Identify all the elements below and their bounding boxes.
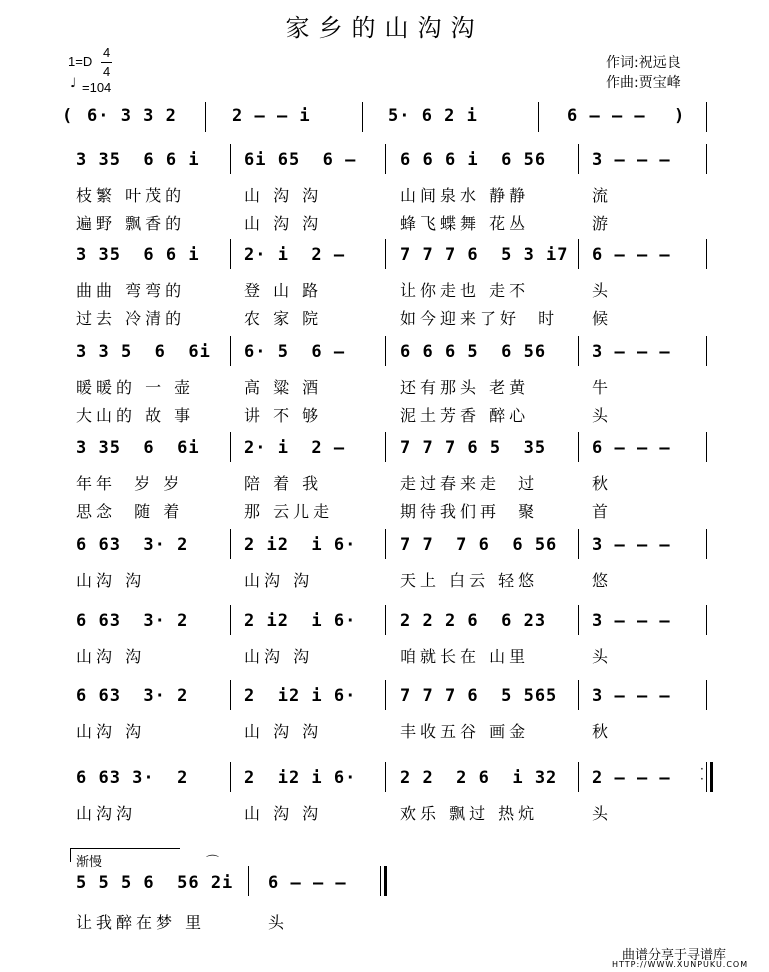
- barline: [706, 239, 707, 269]
- lyric-segment: 让你走也 走不: [400, 281, 530, 300]
- lyric-segment: 遍野 飘香的: [76, 214, 186, 233]
- lyric-segment: 山间泉水 静静: [400, 186, 530, 205]
- measure: 3 3 5 6 6i: [76, 342, 211, 362]
- measure: 7 7 7 6 6 56: [400, 535, 558, 555]
- measure: 2· i 2 –: [244, 245, 346, 265]
- barline: [706, 336, 707, 366]
- lyric-segment: 山沟 沟: [244, 647, 314, 666]
- barline: [248, 866, 249, 896]
- barline: [385, 605, 386, 635]
- measure: 2 i2 i 6·: [244, 686, 357, 706]
- barline: [230, 762, 231, 792]
- lyric-segment: 讲 不 够: [244, 406, 323, 425]
- measure: 6 – – –: [592, 245, 671, 265]
- lyric-segment: 天上 白云 轻悠: [400, 571, 539, 590]
- barline: [385, 432, 386, 462]
- lyric-segment: 登 山 路: [244, 281, 323, 300]
- intro-close-paren: ): [674, 106, 686, 126]
- intro-measure: 6 – – –: [567, 106, 646, 126]
- barline: [538, 102, 539, 132]
- lyric-segment: 候: [592, 309, 613, 328]
- final-barline-thick: [384, 866, 387, 896]
- measure: 3 35 6 6 i: [76, 150, 200, 170]
- barline: [205, 102, 206, 132]
- repeat-end-barline: [706, 762, 707, 792]
- intro-measure: 5· 6 2 i: [388, 106, 478, 126]
- lyric-segment: 曲曲 弯弯的: [76, 281, 186, 300]
- lyric-segment: 高 粱 酒: [244, 378, 323, 397]
- lyric-segment: 游: [592, 214, 613, 233]
- measure: 3 35 6 6 i: [76, 245, 200, 265]
- measure: 6 6 6 5 6 56: [400, 342, 547, 362]
- barline: [362, 102, 363, 132]
- lyric-segment: 山沟沟: [76, 804, 137, 823]
- lyric-segment: 还有那头 老黄: [400, 378, 530, 397]
- measure: 6 6 6 i 6 56: [400, 150, 547, 170]
- time-signature-denominator: 4: [103, 64, 111, 79]
- barline: [385, 336, 386, 366]
- lyricist-credit: 作词:祝远良: [606, 55, 681, 71]
- barline: [706, 102, 707, 132]
- intro-open-paren: (: [62, 106, 74, 126]
- repeat-dots: · ·: [700, 762, 704, 786]
- lyric-segment: 咱就长在 山里: [400, 647, 530, 666]
- barline: [230, 605, 231, 635]
- lyric-segment: 欢乐 飘过 热炕: [400, 804, 539, 823]
- barline: [230, 432, 231, 462]
- barline: [578, 605, 579, 635]
- measure: 2 i2 i 6·: [244, 535, 357, 555]
- barline: [230, 680, 231, 710]
- intro-measure: 2 – – i: [232, 106, 311, 126]
- lyric-segment: 头: [592, 406, 613, 425]
- barline: [578, 144, 579, 174]
- lyric-segment: 头: [592, 804, 613, 823]
- lyric-segment: 暖暖的 一 壶: [76, 378, 195, 397]
- barline: [578, 432, 579, 462]
- lyric-segment: 期待我们再 聚: [400, 502, 539, 521]
- barline: [578, 239, 579, 269]
- measure: 3 – – –: [592, 611, 671, 631]
- lyric-segment: 牛: [592, 378, 613, 397]
- measure: 6 – – –: [592, 438, 671, 458]
- barline: [578, 680, 579, 710]
- lyric-segment: 泥土芳香 醉心: [400, 406, 530, 425]
- measure: 3 35 6 6i: [76, 438, 200, 458]
- measure: 3 – – –: [592, 535, 671, 555]
- time-signature-line: [101, 62, 112, 63]
- lyric-segment: 枝繁 叶茂的: [76, 186, 186, 205]
- measure: 2 2 2 6 i 32: [400, 768, 558, 788]
- measure: 2· i 2 –: [244, 438, 346, 458]
- measure: 2 i2 i 6·: [244, 768, 357, 788]
- lyric-segment: 如今迎来了好 时: [400, 309, 559, 328]
- barline: [706, 529, 707, 559]
- lyric-segment: 首: [592, 502, 613, 521]
- lyric-segment: 蜂飞蝶舞 花丛: [400, 214, 530, 233]
- key-signature: 1=D: [68, 54, 93, 69]
- barline: [706, 432, 707, 462]
- measure: 6 63 3· 2: [76, 686, 189, 706]
- lyric-segment: 秋: [592, 722, 613, 741]
- measure: 7 7 7 6 5 35: [400, 438, 547, 458]
- final-barline: [380, 866, 381, 896]
- lyric-segment: 山沟 沟: [76, 722, 146, 741]
- tempo-marking: =104: [82, 80, 112, 95]
- measure: 6· 5 6 –: [244, 342, 346, 362]
- lyric-segment: 秋: [592, 474, 613, 493]
- coda-lyric: 头: [268, 913, 289, 932]
- measure: 2 i2 i 6·: [244, 611, 357, 631]
- barline: [578, 529, 579, 559]
- lyric-segment: 农 家 院: [244, 309, 323, 328]
- barline: [706, 605, 707, 635]
- song-title: 家乡的山沟沟: [285, 14, 484, 42]
- barline: [706, 680, 707, 710]
- fermata-icon: ⌒: [206, 855, 220, 870]
- lyric-segment: 头: [592, 281, 613, 300]
- lyric-segment: 年年 岁 岁: [76, 474, 184, 493]
- measure: 3 – – –: [592, 686, 671, 706]
- barline: [385, 239, 386, 269]
- measure: 2 2 2 6 6 23: [400, 611, 547, 631]
- lyric-segment: 头: [592, 647, 613, 666]
- measure: 3 – – –: [592, 342, 671, 362]
- ritardando-marking: 渐慢: [76, 855, 103, 870]
- barline: [578, 762, 579, 792]
- footer-credit: 曲谱分享于寻谱库: [622, 948, 727, 963]
- barline: [385, 144, 386, 174]
- barline: [230, 239, 231, 269]
- lyric-segment: 山沟 沟: [244, 571, 314, 590]
- measure: 7 7 7 6 5 3 i7: [400, 245, 569, 265]
- measure: 6i 65 6 –: [244, 150, 357, 170]
- intro-measure: 6· 3 3 2: [87, 106, 177, 126]
- measure: 3 – – –: [592, 150, 671, 170]
- measure: 2 – – –: [592, 768, 671, 788]
- ritardando-line: [70, 848, 180, 849]
- ritardando-bracket: [70, 848, 71, 862]
- lyric-segment: 山 沟 沟: [244, 722, 323, 741]
- barline: [230, 144, 231, 174]
- barline: [385, 680, 386, 710]
- repeat-end-thick: [710, 762, 713, 792]
- lyric-segment: 大山的 故 事: [76, 406, 195, 425]
- time-signature-numerator: 4: [103, 45, 111, 60]
- measure: 6 63 3· 2: [76, 768, 189, 788]
- lyric-segment: 丰收五谷 画金: [400, 722, 530, 741]
- lyric-segment: 思念 随 着: [76, 502, 184, 521]
- lyric-segment: 陪 着 我: [244, 474, 323, 493]
- lyric-segment: 流: [592, 186, 613, 205]
- barline: [385, 529, 386, 559]
- barline: [578, 336, 579, 366]
- barline: [385, 762, 386, 792]
- lyric-segment: 过去 冷清的: [76, 309, 186, 328]
- lyric-segment: 山 沟 沟: [244, 214, 323, 233]
- measure: 7 7 7 6 5 565: [400, 686, 558, 706]
- measure: 6 63 3· 2: [76, 535, 189, 555]
- coda-lyric: 让我醉在梦 里: [76, 913, 206, 932]
- coda-measure: 6 – – –: [268, 873, 347, 893]
- footer-url[interactable]: HTTP://WWW.XUNPUKU.COM: [612, 960, 749, 969]
- coda-measure: 5 5 5 6 56 2i: [76, 873, 234, 893]
- barline: [230, 529, 231, 559]
- measure: 6 63 3· 2: [76, 611, 189, 631]
- lyric-segment: 那 云儿走: [244, 502, 334, 521]
- lyric-segment: 山沟 沟: [76, 571, 146, 590]
- quarter-note-icon: ♩: [70, 76, 77, 91]
- lyric-segment: 悠: [592, 571, 613, 590]
- lyric-segment: 走过春来走 过: [400, 474, 539, 493]
- lyric-segment: 山 沟 沟: [244, 186, 323, 205]
- barline: [706, 144, 707, 174]
- lyric-segment: 山 沟 沟: [244, 804, 323, 823]
- composer-credit: 作曲:贾宝峰: [606, 75, 681, 91]
- lyric-segment: 山沟 沟: [76, 647, 146, 666]
- barline: [230, 336, 231, 366]
